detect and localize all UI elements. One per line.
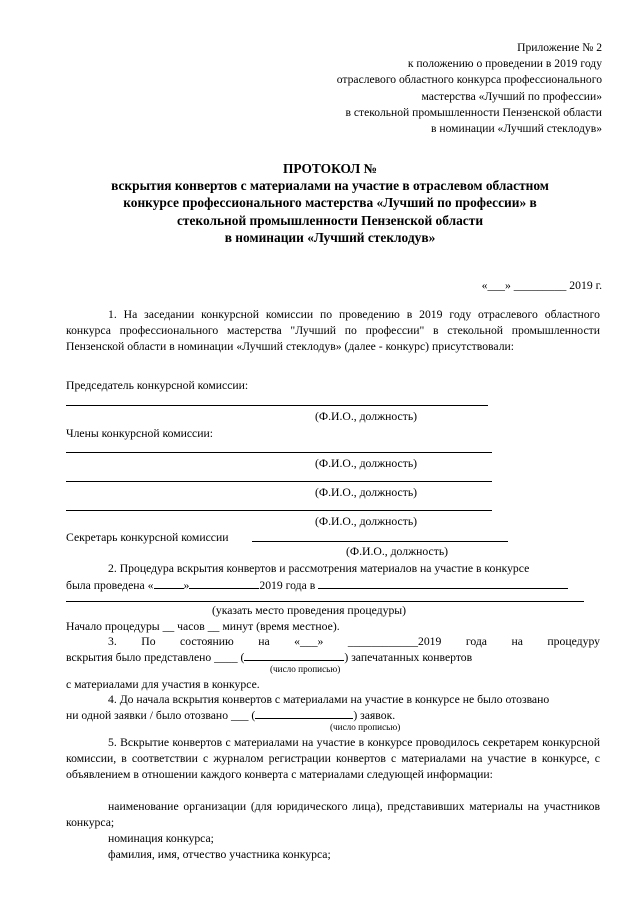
p3-word: 3. bbox=[108, 635, 117, 648]
paragraph-4-line-1: 4. До начала вскрытия конвертов с материалами на участие в конкурсе не было отозвано bbox=[108, 693, 550, 706]
p3-text: вскрытия было представлено ____ ( bbox=[66, 651, 245, 664]
p2-text: 2019 года в bbox=[259, 579, 316, 592]
place-caption: (указать место проведения процедуры) bbox=[212, 604, 407, 617]
paragraph-3-line-1 bbox=[108, 634, 600, 650]
signature-line bbox=[66, 481, 492, 482]
title-line: в номинации «Лучший стеклодув» bbox=[224, 229, 436, 245]
p2-text: была проведена « bbox=[66, 579, 154, 592]
p3-word: на bbox=[511, 635, 523, 648]
title-line: стекольной промышленности Пензенской области bbox=[176, 212, 484, 228]
place-blank bbox=[318, 577, 568, 589]
p3-word: По bbox=[141, 635, 156, 648]
appendix-header bbox=[337, 40, 602, 137]
paragraph-5-item: номинация конкурса; bbox=[108, 832, 214, 845]
p2-text: » bbox=[183, 579, 190, 592]
p3-word: на bbox=[258, 635, 270, 648]
title-line: ПРОТОКОЛ № bbox=[282, 161, 377, 176]
chairman-label: Председатель конкурсной комиссии: bbox=[66, 379, 249, 392]
protocol-date: «___» _________ 2019 г. bbox=[481, 279, 602, 292]
number-words-caption: (число прописью) bbox=[330, 722, 401, 732]
signature-line bbox=[66, 405, 488, 406]
paragraph-5: 5. Вскрытие конвертов с материалами на участие в конкурсе проводилось секретарем конкурсной комиссии, в соответствии с журналом регистрации конвертов с материалами на участие в конкурсе, с объявлением в отношении каждого конверта с материалами следующей информации: bbox=[66, 736, 600, 782]
count-blank bbox=[255, 707, 353, 719]
appendix-line: Приложение № 2 bbox=[517, 41, 602, 54]
fio-caption: (Ф.И.О., должность) bbox=[315, 457, 418, 470]
paragraph-5-item: наименование организации (для юридического лица), представивших материалы на участников конкурса; bbox=[66, 800, 600, 830]
fio-caption: (Ф.И.О., должность) bbox=[315, 486, 418, 499]
paragraph-1: 1. На заседании конкурсной комиссии по проведению в 2019 году отраслевого областного конкурса профессионального мастерства "Лучший по профессии" в стекольной промышленности Пензенской области в номинации «Лучший стеклодув» (далее - конкурс) присутствовали: bbox=[66, 308, 600, 354]
signature-line bbox=[66, 510, 492, 511]
p3-word: года bbox=[465, 635, 487, 648]
paragraph-2-line-1: 2. Процедура вскрытия конвертов и рассмотрения материалов на участие в конкурсе bbox=[108, 562, 530, 575]
p3-word: «___» bbox=[294, 635, 324, 648]
protocol-title bbox=[60, 160, 600, 246]
signature-line bbox=[252, 541, 508, 542]
p3-word: ____________2019 bbox=[347, 635, 442, 648]
title-line: конкурсе профессионального мастерства «Лучший по профессии» в bbox=[123, 195, 537, 211]
fio-caption: (Ф.И.О., должность) bbox=[315, 515, 418, 528]
day-blank bbox=[154, 577, 184, 589]
signature-line bbox=[66, 452, 492, 453]
number-words-caption: (число прописью) bbox=[270, 664, 341, 674]
paragraph-2-line-2 bbox=[66, 577, 600, 594]
place-line bbox=[66, 601, 584, 602]
members-label: Члены конкурсной комиссии: bbox=[66, 427, 213, 440]
count-blank bbox=[244, 649, 344, 661]
month-blank bbox=[189, 577, 259, 589]
p3-word: состоянию bbox=[180, 635, 234, 648]
start-time-line: Начало процедуры __ часов __ минут (время местное). bbox=[66, 620, 340, 633]
appendix-line: к положению о проведении в 2019 году bbox=[407, 57, 602, 71]
paragraph-5-item: фамилия, имя, отчество участника конкурса; bbox=[108, 848, 331, 861]
appendix-line: мастерства «Лучший по профессии» bbox=[421, 89, 602, 103]
p3-word: процедуру bbox=[547, 635, 600, 648]
paragraph-3-line-3: с материалами для участия в конкурсе. bbox=[66, 678, 260, 691]
appendix-line: в номинации «Лучший стеклодув» bbox=[431, 122, 602, 136]
title-line: вскрытия конвертов с материалами на участие в отраслевом областном bbox=[111, 178, 549, 194]
appendix-line: в стекольной промышленности Пензенской области bbox=[345, 105, 602, 119]
p4-text: ни одной заявки / было отозвано ___ ( bbox=[66, 709, 256, 722]
p4-text: ) заявок. bbox=[353, 709, 396, 722]
p3-text: ) запечатанных конвертов bbox=[344, 651, 473, 664]
fio-caption: (Ф.И.О., должность) bbox=[346, 545, 449, 558]
secretary-label: Секретарь конкурсной комиссии bbox=[66, 531, 229, 544]
fio-caption: (Ф.И.О., должность) bbox=[315, 410, 418, 423]
appendix-line: отраслевого областного конкурса профессионального bbox=[336, 73, 602, 87]
